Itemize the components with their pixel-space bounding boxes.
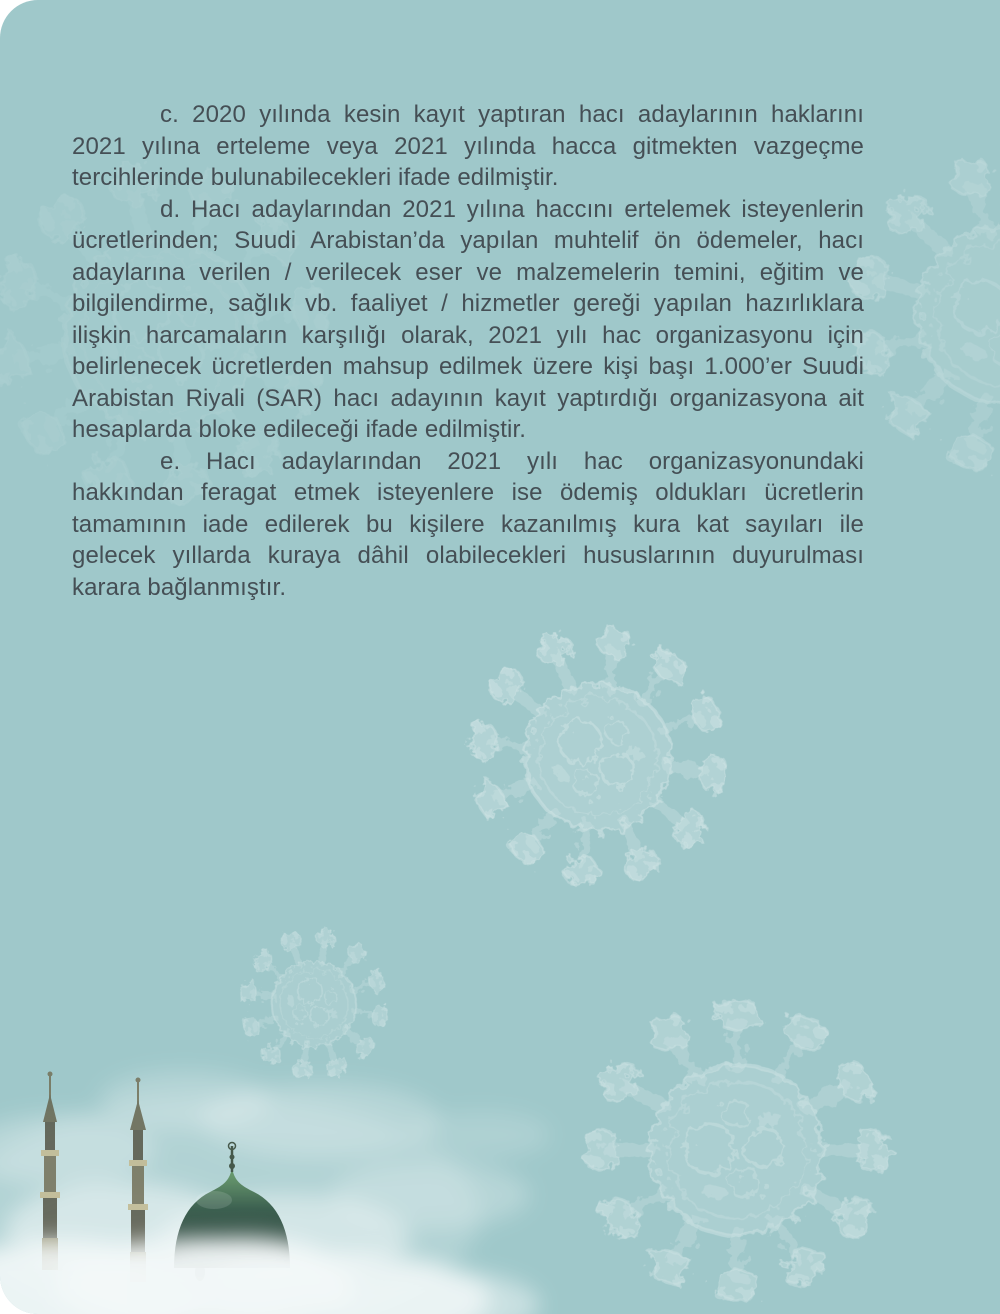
clouds-back	[0, 1070, 550, 1314]
coronavirus-icon-center	[453, 612, 744, 903]
minaret-left	[40, 1072, 60, 1271]
coronavirus-icon-small-left	[210, 900, 419, 1109]
body-text	[72, 99, 864, 603]
figure-silhouette	[195, 1263, 205, 1281]
paragraph-c: c. 2020 yılında kesin kayıt yaptıran hacı adaylarının haklarını 2021 yılına erteleme veya 2021 yılında hacca gitmekten vazgeçme tercihlerinde bulunabilecekleri ifade edilmiştir.	[72, 101, 864, 191]
paragraph-e: e. Hacı adaylarından 2021 yılı hac organizasyonundaki hakkından feragat etmek isteyenlere ise ödemiş oldukları ücretlerin tamamının iade edilerek bu kişilere kazanılmış kura kat sayıları ile gelecek yıllarda kuraya dâhil olabilecekleri hususlarının duyurulması karara bağlanmıştır.	[72, 447, 864, 601]
minaret-right	[128, 1078, 148, 1283]
paragraph-d: d. Hacı adaylarından 2021 yılına haccını ertelemek isteyenlerin ücretlerinden; Suudi Arabistan’da yapılan muhtelif ön ödemeler, hacı adaylarına verilen / verilecek eser ve malzemelerin temini, eğitim ve bilgilendirme, sağlık vb. faaliyet / hizmetler gereği yapılan hazırlıklara ilişkin harcamaların karşılığı olarak, 2021 yılı hac organizasyonu için belirlenecek ücretlerden mahsup edilmek üzere kişi başı 1.000’er Suudi Arabistan Riyali (SAR) hacı adayının kayıt yaptırdığı organizasyona ait hesaplarda bloke edileceği ifade edilmiştir.	[72, 195, 864, 443]
green-dome	[174, 1143, 290, 1269]
coronavirus-icon-bottom-right	[532, 945, 943, 1314]
clouds-front	[0, 1236, 540, 1314]
mosque-illustration	[0, 1070, 550, 1314]
